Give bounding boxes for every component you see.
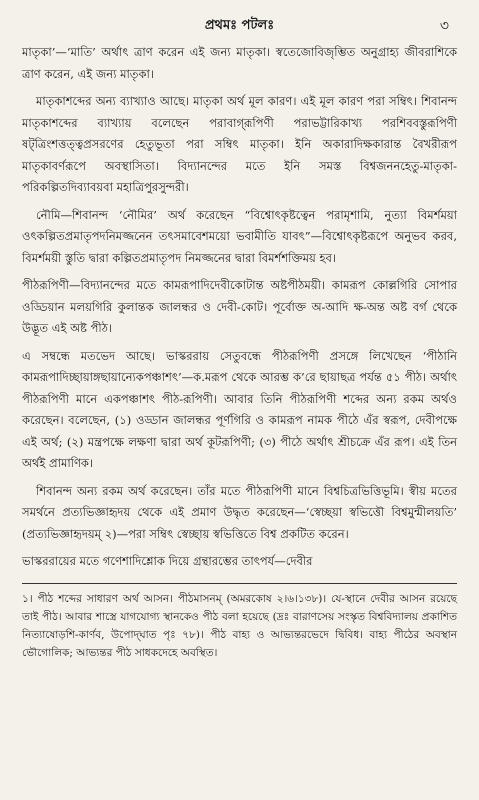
paragraph-matrika: মাতৃকা’—‘মাতি’ অর্থাৎ ত্রাণ করেন এই জন্য মাতৃকা। স্বতেজোবিজৃম্ভিত অনুগ্রাহ্য জীবরাশিকে ত্রাণ করেন, এই জন্য মাতৃকা। [22,45,457,81]
paragraph-bhaskararaya: এ সম্বন্ধে মতভেদ আছে। ভাস্কররায় সেতুবন্ধে পীঠরূপিণী প্রসঙ্গে লিখেছেন ‘পীঠানি কামরূপাদিচ্ছায়াঙ্গছায়ান্যেকপঞ্চাশৎ’—ক.মরূপ থেকে আরম্ভ ক’রে ছায়াছত্র পর্যন্ত ৫১ পীঠ। অর্থাৎ পীঠরূপিণী মানে একপঞ্চাশৎ পীঠ-রূপিণী। আবার তিনি পীঠরূপিণী শব্দের অন্য রকম অর্থও করেছেন। বলেছেন, (১) ওড্ডান জালন্ধর পূর্ণগিরি ও কামরূপ নামক পীঠে এঁর স্বরূপ, দেবীপক্ষে এই অর্থ; (২) মন্ত্রপক্ষে লক্ষণা দ্বারা অর্থ কূটরূপিণী; (৩) পীঠে অর্থাৎ শ্রীচক্রে এঁর রূপ। এই তিন অর্থই প্রামাণিক। [22,348,457,470]
page-header [22,10,457,36]
footnote-divider [22,583,457,584]
paragraph-naumi: নৌমি—শিবানন্দ ‘নৌমির’ অর্থ করেছেন “বিশ্বোৎকৃষ্টত্বেন পরামৃশামি, নুত্যা বিমর্শময়া ওৎকল্পিতপ্রমাতৃপদনিমজ্জনেন তৎসমাবেশময়ো ভবামীতি যাবৎ”—বিশ্বোৎকৃষ্টরূপে অনুভব করব, বিমর্শময়ী স্তুতি দ্বারা কল্পিতপ্রমাতৃপদ নিমজ্জনের দ্বারা বিমর্শশক্তিময় হব। [22,207,457,265]
chapter-title: প্রথমঃ পটলঃ [204,18,275,33]
page-body [22,42,457,573]
paragraph-shivananda: শিবানন্দ অন্য রকম অর্থ করেছেন। তাঁর মতে পীঠরূপিণী মানে বিশ্বচিত্রভিত্তিভূমি। স্বীয় মতের সমর্থনে প্রত্যভিজ্ঞাহৃদয় থেকে এই প্রমাণ উদ্ধৃত করেছেন—‘স্বেচ্ছয়া স্বভিত্তৌ বিশ্বমুন্মীলয়তি’ (প্রত্যভিজ্ঞাহৃদয়ম্‌ ২)—পরা সম্বিৎ স্বেচ্ছায় স্বভিত্তিতে বিশ্ব প্রকটিত করেন। [22,483,457,541]
paragraph-matrika-alt: মাতৃকাশব্দের অন্য ব্যাখ্যাও আছে। মাতৃকা অর্থ মূল কারণ। এই মূল কারণ পরা সম্বিৎ। শিবানন্দ মাতৃকাশব্দের ব্যাখ্যায় বলেছেন পরাবাগ্‌রূপিণী পরাভট্টারিকাখ্য পরশিববস্তুরূপিণী ষট্‌ত্রিংশত্তত্ত্বপ্রসরণের হেতুভূতা পরা সম্বিৎ মাতৃকা। ইনি অকারাদিক্ষকারান্ত বৈখরীরূপ মাতৃকাবর্ণরূপে অবস্থাসিতা। বিদ্যানন্দের মতে ইনি সমস্ত বিশ্বজননহেতু-মাতৃকা-পরিকল্পিতদিব্যাবয়বা মহাত্রিপুরসুন্দরী। [22,94,457,194]
paragraph-pitharupini: পীঠরূপিণী—বিদ্যানন্দের মতে কামরূপাদিদেবীকোটান্ত অষ্টপীঠময়ী। কামরূপ কোল্লগিরি সোপার ওড্ডিয়ান মলয়গিরি কুলান্তক জালন্ধর ও দেবী-কোট। পূর্বোক্ত অ-আদি ক্ষ-অন্ত অষ্ট বর্গ থেকে উদ্ভূত এই অষ্ট পীঠ। [22,278,457,335]
footnote: ১। পীঠ শব্দের সাধারণ অর্থ আসন। পীঠমাসনম্‌ (অমরকোষ ২।৬।১৩৮)। যে-স্থানে দেবীর আসন রয়েছে তাই পীঠ। আবার শাস্ত্রে যাগযোগ্য স্থানকেও পীঠ বলা হয়েছে (দ্রঃ বারাণসেয় সংস্কৃত বিশ্ববিদ্যালয় প্রকাশিত নিত্যাষোড়শি-কার্ণব, উপোদ্‌ঘাত পৃঃ ৭৮)। পীঠ বাহ্য ও আভ্যন্তরভেদে দ্বিবিধ। বাহ্য পীঠের অবস্থান ভৌগোলিক; আভ্যন্তর পীঠ সাধকদেহে অবস্থিত। [22,592,457,659]
paragraph-ganesha: ভাস্কররায়ের মতে গণেশাদিশ্লোক দিয়ে গ্রন্থারম্ভের তাৎপর্য—দেবীর [22,554,313,568]
page-number: ৩ [439,18,449,34]
